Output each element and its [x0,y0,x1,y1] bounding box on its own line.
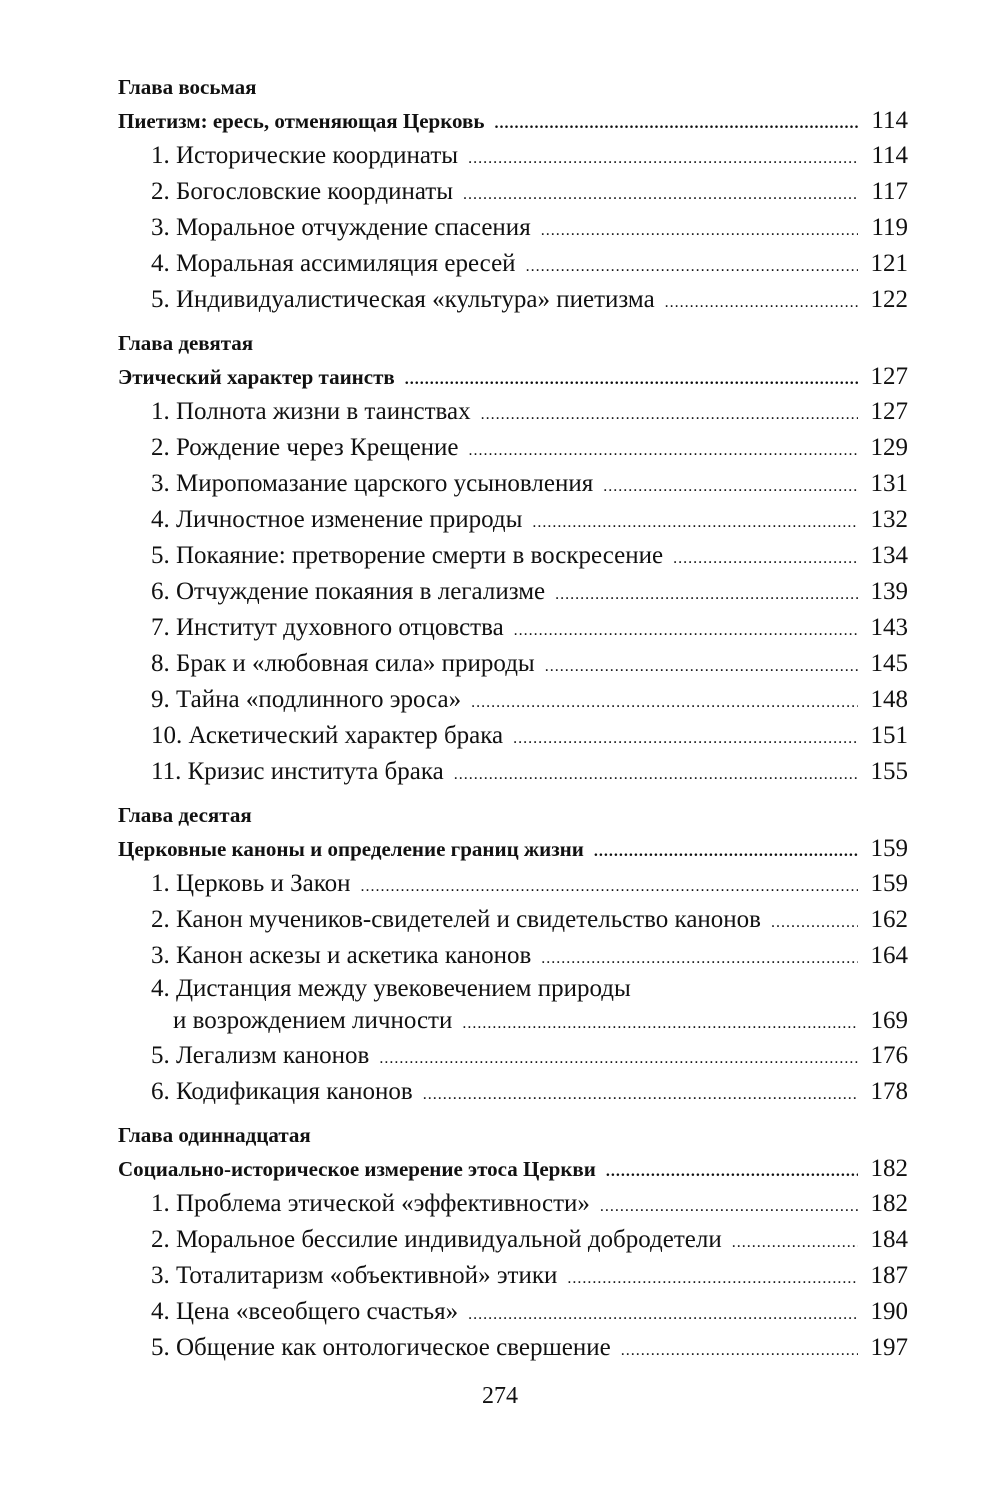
page-ref: 159 [870,835,908,862]
section-title-continuation [151,1004,908,1038]
list-item [118,502,908,538]
list-item [118,1222,908,1258]
section-title: 3. Канон аскезы и аскетика канонов [151,942,532,969]
page-ref: 119 [871,214,908,241]
page-ref: 182 [870,1190,908,1217]
chapter-title: Церковные каноны и определение границ жизни [118,837,584,861]
chapter-title-entry [118,1152,908,1186]
page-ref: 184 [870,1226,908,1253]
chapter-11 [118,1122,908,1366]
section-title: 11. Кризис института брака [151,758,444,785]
leader-dots [469,433,858,469]
list-item [118,394,908,430]
leader-dots [555,577,858,613]
section-title: 4. Моральная ассимиляция ересей [151,250,516,277]
page-ref: 197 [870,1334,908,1361]
list-item [118,610,908,646]
leader-dots [494,107,858,141]
list-item [118,282,908,318]
chapter-title-entry [118,360,908,394]
list-item [118,1074,908,1110]
section-title: 6. Отчуждение покаяния в легализме [151,578,546,605]
leader-dots [606,1155,858,1189]
list-item [118,1038,908,1074]
page-ref: 117 [871,178,908,205]
leader-dots [532,505,858,541]
page-ref: 121 [870,250,908,277]
page-ref: 182 [870,1155,908,1182]
section-title: 1. Полнота жизни в таинствах [151,398,471,425]
chapter-title: Этический характер таинств [118,365,395,389]
page-ref: 139 [870,578,908,605]
leader-dots [600,1189,858,1225]
page-ref: 178 [870,1078,908,1105]
leader-dots [481,397,858,433]
page-ref: 187 [870,1262,908,1289]
section-title: 5. Легализм канонов [151,1042,370,1069]
leader-dots [471,685,858,721]
list-item [118,866,908,902]
page-ref: 127 [870,363,908,390]
list-item [118,210,908,246]
page-ref: 151 [870,722,908,749]
leader-dots [361,869,859,905]
list-item [118,138,908,174]
page-ref: 148 [870,686,908,713]
page-ref: 159 [870,870,908,897]
chapter-title: Социально-историческое измерение этоса Церкви [118,1157,596,1181]
chapter-label: Глава девятая [118,331,254,355]
list-item [118,1330,908,1366]
section-title: 4. Личностное изменение природы [151,506,523,533]
leader-dots [454,757,858,793]
list-item [118,466,908,502]
section-title: 3. Миропомазание царского усыновления [151,470,594,497]
chapter-title-entry [118,832,908,866]
section-title: 2. Моральное бессилие индивидуальной добродетели [151,1226,722,1253]
section-title: 1. Церковь и Закон [151,870,351,897]
section-title: 1. Исторические координаты [151,142,459,169]
leader-dots [621,1333,858,1369]
chapter-label: Глава одиннадцатая [118,1123,311,1147]
page-number: 274 [482,1383,518,1409]
page-ref: 164 [870,942,908,969]
chapter-label: Глава восьмая [118,75,257,99]
page-ref: 145 [870,650,908,677]
page-ref: 114 [871,107,908,134]
section-title: 10. Аскетический характер брака [151,722,504,749]
leader-dots [514,613,858,649]
section-title: 5. Общение как онтологическое свершение [151,1334,611,1361]
list-item [118,574,908,610]
section-title: 8. Брак и «любовная сила» природы [151,650,535,677]
page-ref: 127 [870,398,908,425]
list-item [118,538,908,574]
page-ref: 169 [870,1007,908,1034]
list-item [118,646,908,682]
list-item [118,754,908,790]
leader-dots [423,1077,858,1113]
leader-dots [771,905,858,941]
page-ref: 131 [870,470,908,497]
leader-dots [462,1007,858,1041]
page-ref: 190 [870,1298,908,1325]
section-title: 3. Моральное отчуждение спасения [151,214,531,241]
page-ref: 132 [870,506,908,533]
page-ref: 155 [870,758,908,785]
page-ref: 134 [870,542,908,569]
leader-dots [594,835,858,869]
section-title: 4. Дистанция между увековечением природы [151,975,631,1002]
chapter-10 [118,802,908,1110]
page-ref: 176 [870,1042,908,1069]
list-item [118,718,908,754]
leader-dots [541,941,858,977]
list-item [118,974,908,1038]
leader-dots [545,649,858,685]
section-title: 1. Проблема этической «эффективности» [151,1190,590,1217]
list-item [118,938,908,974]
section-title: 9. Тайна «подлинного эроса» [151,686,462,713]
list-item [118,246,908,282]
leader-dots [567,1261,858,1297]
page-ref: 143 [870,614,908,641]
leader-dots [468,141,858,177]
page-ref: 114 [871,142,908,169]
section-title: и возрождением личности [173,1007,453,1034]
section-title: 4. Цена «всеобщего счастья» [151,1298,459,1325]
chapter-9 [118,330,908,790]
list-item [118,1294,908,1330]
section-title: 2. Рождение через Крещение [151,434,459,461]
chapter-8 [118,74,908,318]
leader-dots [526,249,858,285]
section-title: 2. Канон мучеников-свидетелей и свидетельство канонов [151,906,761,933]
leader-dots [673,541,858,577]
list-item [118,682,908,718]
section-title: 3. Тоталитаризм «объективной» этики [151,1262,558,1289]
leader-dots [665,285,858,321]
page-ref: 162 [870,906,908,933]
list-item [118,1186,908,1222]
leader-dots [463,177,858,213]
list-item [118,174,908,210]
chapter-label: Глава десятая [118,803,252,827]
page-ref: 122 [870,286,908,313]
section-title: 5. Индивидуалистическая «культура» пиетизма [151,286,655,313]
list-item [118,902,908,938]
leader-dots [468,1297,858,1333]
leader-dots [732,1225,858,1261]
leader-dots [513,721,858,757]
leader-dots [541,213,858,249]
page-ref: 129 [870,434,908,461]
section-title: 7. Институт духовного отцовства [151,614,504,641]
section-title: 2. Богословские координаты [151,178,454,205]
list-item [118,1258,908,1294]
table-of-contents [118,74,908,1378]
list-item [118,430,908,466]
chapter-title-entry [118,104,908,138]
section-title: 6. Кодификация канонов [151,1078,413,1105]
leader-dots [603,469,858,505]
section-title: 5. Покаяние: претворение смерти в воскресение [151,542,664,569]
leader-dots [405,363,858,397]
chapter-title: Пиетизм: ересь, отменяющая Церковь [118,109,485,133]
leader-dots [379,1041,858,1077]
